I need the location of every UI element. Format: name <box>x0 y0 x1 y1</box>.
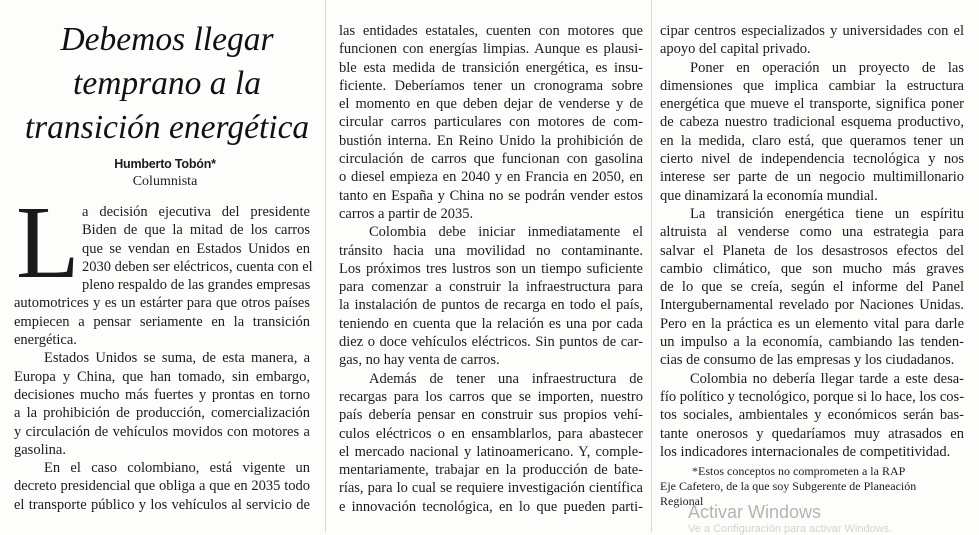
footnote-line: Regional <box>660 494 704 509</box>
text-line: los indicadores internacionales de competitividad. <box>660 443 951 460</box>
title-line: temprano a la <box>73 65 261 102</box>
text-line: las entidades estatales, cuenten con motores que <box>339 23 643 39</box>
text-line: Colombia no debería llegar tarde a este desa- <box>690 370 964 387</box>
article-title <box>22 18 312 150</box>
text-line: ble esta medida de transición energética, es insu- <box>339 59 643 76</box>
text-line: culos eléctricos o en ensamblarlos, para abastecer <box>339 425 643 442</box>
column-divider <box>651 0 652 532</box>
byline <box>100 155 230 191</box>
text-line: rías, para lo cual se requiere investigación científica <box>339 480 643 497</box>
text-line: altruista al venderse como una estrategia para <box>660 224 964 241</box>
text-line: el momento en que deben dejar de venderse y de <box>339 96 643 113</box>
article-column-2 <box>339 22 643 516</box>
text-line: a la prohibición de producción, comercialización <box>14 405 310 422</box>
text-line: fío político y tecnológico, porque si lo hace, los cos- <box>660 388 965 405</box>
text-line: el mercado nacional y latinoamericano. Y, comple- <box>339 443 643 460</box>
text-line: tante onerosos y quedaríamos muy atrasados en <box>660 425 964 442</box>
text-line: de lo que se creía, según el informe del Panel <box>660 279 964 296</box>
text-line: y circulación de vehículos movidos con motores a <box>14 423 310 440</box>
text-line: Biden de que la mitad de los carros <box>82 222 310 239</box>
text-line: Además de tener una infraestructura de <box>369 370 643 387</box>
text-line: dimensiones que implica cambiar la estructura <box>660 77 964 94</box>
footnote-line: *Estos conceptos no comprometen a la RAP <box>692 464 906 479</box>
text-line: Europa y China, que han tomado, sin embargo, <box>14 368 310 385</box>
text-line: la instalación de puntos de recarga en todo el país, <box>339 297 643 314</box>
text-line: empiecen a pensar seriamente en la transición <box>14 313 310 330</box>
text-line: salvar el Planeta de los desastrosos efectos del <box>660 242 964 259</box>
article-column-3 <box>660 22 964 509</box>
dropcap-lines <box>82 203 313 294</box>
text-line: el transporte público y los vehículos al servicio de <box>14 496 310 513</box>
text-line: Estados Unidos se suma, de esta manera, a <box>44 350 310 367</box>
drop-cap: L <box>16 185 80 300</box>
text-line: pleno respaldo de las grandes empresas <box>82 277 311 294</box>
text-line: a decisión ejecutiva del presidente <box>82 204 310 220</box>
text-line: energética. <box>14 332 77 349</box>
text-line: país debería pensar en construir sus propios vehí- <box>339 407 643 424</box>
text-line: 2030 deben ser eléctricos, cuenta con el <box>82 258 313 275</box>
text-line: decreto presidencial que obliga a que en 2035 todo <box>14 478 310 495</box>
text-line: automotrices y es un estárter para que otros países <box>14 295 310 312</box>
text-line: cierto nivel de independencia tecnológica y nos <box>660 151 964 168</box>
text-line: de cabeza nuestro tradicional esquema productivo, <box>660 114 964 131</box>
text-line: La transición energética tiene un espíritu <box>690 205 964 222</box>
text-line: para comenzar a construir la infraestructura para <box>339 279 643 296</box>
title-line: transición energética <box>24 109 310 146</box>
text-line: interese ser parte de un negocio multimillonario <box>660 169 964 186</box>
text-line: en la medida, claro está, que queramos tener un <box>660 132 964 149</box>
column-body <box>14 294 310 514</box>
author-role: Columnista <box>132 174 198 189</box>
text-line: cipar centros especializados y universidades con el <box>660 23 964 39</box>
windows-activation-watermark: Activar Windows <box>688 502 822 522</box>
text-line: teniendo en cuenta que la relación es una por cada <box>339 315 643 332</box>
text-line: bustión interna. En Reino Unido la prohibición de <box>339 132 643 149</box>
text-line: que dinamizará la economía mundial. <box>660 187 878 204</box>
text-line: Intergubernamental revelado por Naciones Unidas. <box>660 297 964 314</box>
text-line: tos sociales, ambientales y económicos serán bas- <box>660 407 964 424</box>
footnote-line: Eje Cafetero, de la que soy Subgerente de Planeación <box>660 479 917 494</box>
text-line: circular carros particulares con motores de com- <box>339 114 643 131</box>
text-line: funcionen con energías limpias. Aunque es plausi- <box>339 41 643 58</box>
text-line: Pero en la práctica es un elemento vital para darle <box>660 315 964 332</box>
text-line: energética que mueve el transporte, significa poner <box>660 96 964 113</box>
text-line: tanto en España y China no se podrán vender estos <box>339 187 643 204</box>
column-body <box>660 22 964 461</box>
text-line: mentariamente, trabajar en la producción de bate- <box>339 462 643 479</box>
text-line: Los próximos tres lustros son un tiempo suficiente <box>339 260 643 277</box>
text-line: un impulso a la economía, cambiando las tenden- <box>660 334 964 351</box>
text-line: tránsito hacia una movilidad no contaminante. <box>339 242 643 259</box>
column-divider <box>325 0 326 532</box>
text-line: que se vendan en Estados Unidos en <box>82 240 310 257</box>
text-line: Colombia debe iniciar inmediatamente el <box>369 224 643 241</box>
text-line: gas, no hay venta de carros. <box>339 352 500 369</box>
text-line: En el caso colombiano, está vigente un <box>44 460 310 477</box>
text-line: apoyo del capital privado. <box>660 41 811 58</box>
text-line: carros a partir de 2035. <box>339 205 474 222</box>
article-column-1 <box>14 203 313 514</box>
windows-activation-subtext: Ve a Configuración para activar Windows. <box>688 523 893 535</box>
text-line: cias de consumo de las empresas y los ciudadanos. <box>660 352 955 369</box>
text-line: ficiente. Deberíamos tener un cronograma sobre <box>339 77 643 94</box>
title-line: Debemos llegar <box>60 21 274 58</box>
text-line: gasolina. <box>14 441 66 458</box>
text-line: cambio climático, que son mucho más graves <box>660 260 964 277</box>
text-line: diez o doce vehículos eléctricos. Sin puntos de car- <box>339 334 643 351</box>
author-name: Humberto Tobón* <box>114 157 216 171</box>
text-line: o diesel empieza en 2040 y en Francia en 2050, en <box>339 169 643 186</box>
text-line: recargas para los carros que se importen, nuestro <box>339 388 643 405</box>
text-line: Poner en operación un proyecto de las <box>690 59 964 76</box>
text-line: e innovación tecnológica, en lo que pueden parti- <box>339 498 643 515</box>
text-line: decisiones mucho más fuertes y prontas en torno <box>14 386 310 403</box>
text-line: circulación de carros que funcionan con gasolina <box>339 151 643 168</box>
